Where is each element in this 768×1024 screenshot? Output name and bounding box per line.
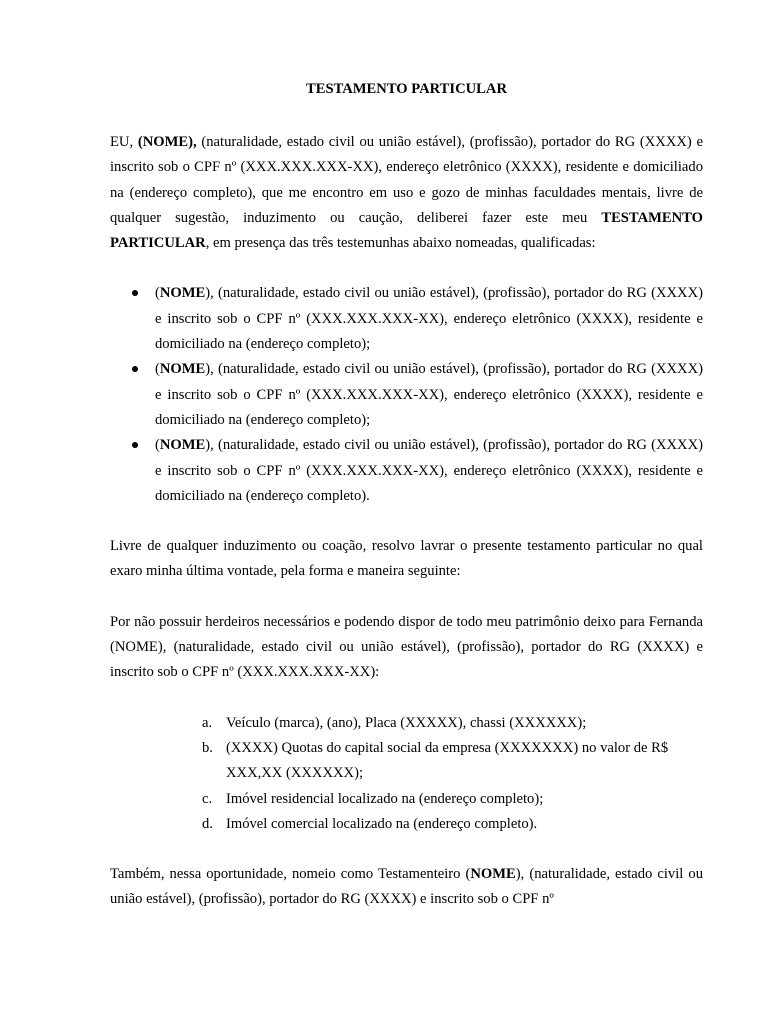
document-title: TESTAMENTO PARTICULAR	[306, 81, 507, 97]
spacer	[110, 585, 703, 610]
bullet-icon	[132, 442, 138, 448]
asset-item	[202, 736, 703, 787]
intro-paragraph	[110, 130, 703, 256]
asset-text: (XXXX) Quotas do capital social da empresa (XXXXXXX) no valor de R$ XXX,XX (XXXXXX);	[226, 739, 669, 782]
bullet-icon	[132, 290, 138, 296]
heir-paragraph: Por não possuir herdeiros necessários e podendo dispor de todo meu patrimônio deixo para Fernanda (NOME), (naturalidade, estado civil ou união estável), (profissão), portador do RG (XXXX) e inscrito sob o CPF nº (XXX.XXX.XXX-XX):	[110, 613, 703, 681]
witness-list	[110, 281, 703, 509]
intro-document-type: TESTAMENTO PARTICULAR	[110, 209, 703, 252]
spacer	[110, 256, 703, 281]
intro-text-1: EU,	[110, 134, 138, 150]
witness-item: (NOME), (naturalidade, estado civil ou união estável), (profissão), portador do RG (XXXX) e inscrito sob o CPF nº (XXX.XXX.XXX-XX), endereço eletrônico (XXXX), residente e domiciliado na (endereço completo);	[155, 357, 703, 433]
witness-details: ), (naturalidade, estado civil ou união estável), (profissão), portador do RG (XXXX) e inscrito sob o CPF nº (XXX.XXX.XXX-XX), endereço eletrônico (XXXX), residente e domiciliado na (endereço completo).	[155, 437, 703, 504]
executor-text-2: ), (naturalidade, estado civil ou união estável), (profissão), portador do RG (XXXX) e inscrito sob o CPF nº	[110, 866, 703, 908]
executor-text-1: Também, nessa oportunidade, nomeio como Testamenteiro (	[110, 866, 471, 883]
asset-text: Imóvel comercial localizado na (endereço completo).	[226, 815, 538, 832]
executor-paragraph	[110, 862, 703, 913]
witness-name-placeholder: NOME	[159, 361, 206, 378]
executor-name-placeholder: NOME	[470, 866, 516, 883]
witness-details: ), (naturalidade, estado civil ou união estável), (profissão), portador do RG (XXXX) e inscrito sob o CPF nº (XXX.XXX.XXX-XX), endereço eletrônico (XXXX), residente e domiciliado na (endereço completo);	[155, 285, 703, 353]
asset-item	[202, 787, 703, 812]
asset-text: Veículo (marca), (ano), Placa (XXXXX), chassi (XXXXXX);	[226, 714, 587, 731]
list-marker: d.	[202, 815, 213, 832]
witness-name-placeholder: NOME	[159, 285, 206, 302]
intro-name-placeholder: (NOME),	[137, 134, 197, 150]
coercion-paragraph: Livre de qualquer induzimento ou coação, resolvo lavrar o presente testamento particular no qual exaro minha última vontade, pela forma e maneira seguinte:	[110, 538, 703, 580]
witness-name-placeholder: NOME	[159, 437, 206, 454]
asset-text: Imóvel residencial localizado na (endereço completo);	[226, 790, 544, 807]
list-marker: c.	[202, 790, 213, 807]
witness-details: ), (naturalidade, estado civil ou união estável), (profissão), portador do RG (XXXX) e inscrito sob o CPF nº (XXX.XXX.XXX-XX), endereço eletrônico (XXXX), residente e domiciliado na (endereço completo);	[155, 361, 703, 428]
witness-item: (NOME), (naturalidade, estado civil ou união estável), (profissão), portador do RG (XXXX) e inscrito sob o CPF nº (XXX.XXX.XXX-XX), endereço eletrônico (XXXX), residente e domiciliado na (endereço completo).	[155, 433, 703, 509]
intro-text-2: (naturalidade, estado civil ou união estável), (profissão), portador do RG (XXXX) e inscrito sob o CPF nº (XXX.XXX.XXX-XX), endereço eletrônico (XXXX), residente e domiciliado na (endereço completo), que me encontro em uso e gozo de minhas faculdades mentais, livre de qualquer sugestão, induzimento ou caução, deliberei fazer este meu	[110, 134, 703, 226]
intro-text-3: , em presença das três testemunhas abaixo nomeadas, qualificadas:	[205, 235, 596, 252]
spacer	[110, 837, 703, 862]
asset-item	[202, 711, 703, 736]
bullet-icon	[132, 366, 138, 372]
asset-list	[110, 711, 703, 837]
list-marker: b.	[202, 739, 213, 756]
asset-item	[202, 812, 703, 837]
witness-item: (NOME), (naturalidade, estado civil ou união estável), (profissão), portador do RG (XXXX) e inscrito sob o CPF nº (XXX.XXX.XXX-XX), endereço eletrônico (XXXX), residente e domiciliado na (endereço completo);	[155, 281, 703, 357]
spacer	[110, 509, 703, 534]
spacer	[110, 686, 703, 711]
list-marker: a.	[202, 714, 213, 731]
